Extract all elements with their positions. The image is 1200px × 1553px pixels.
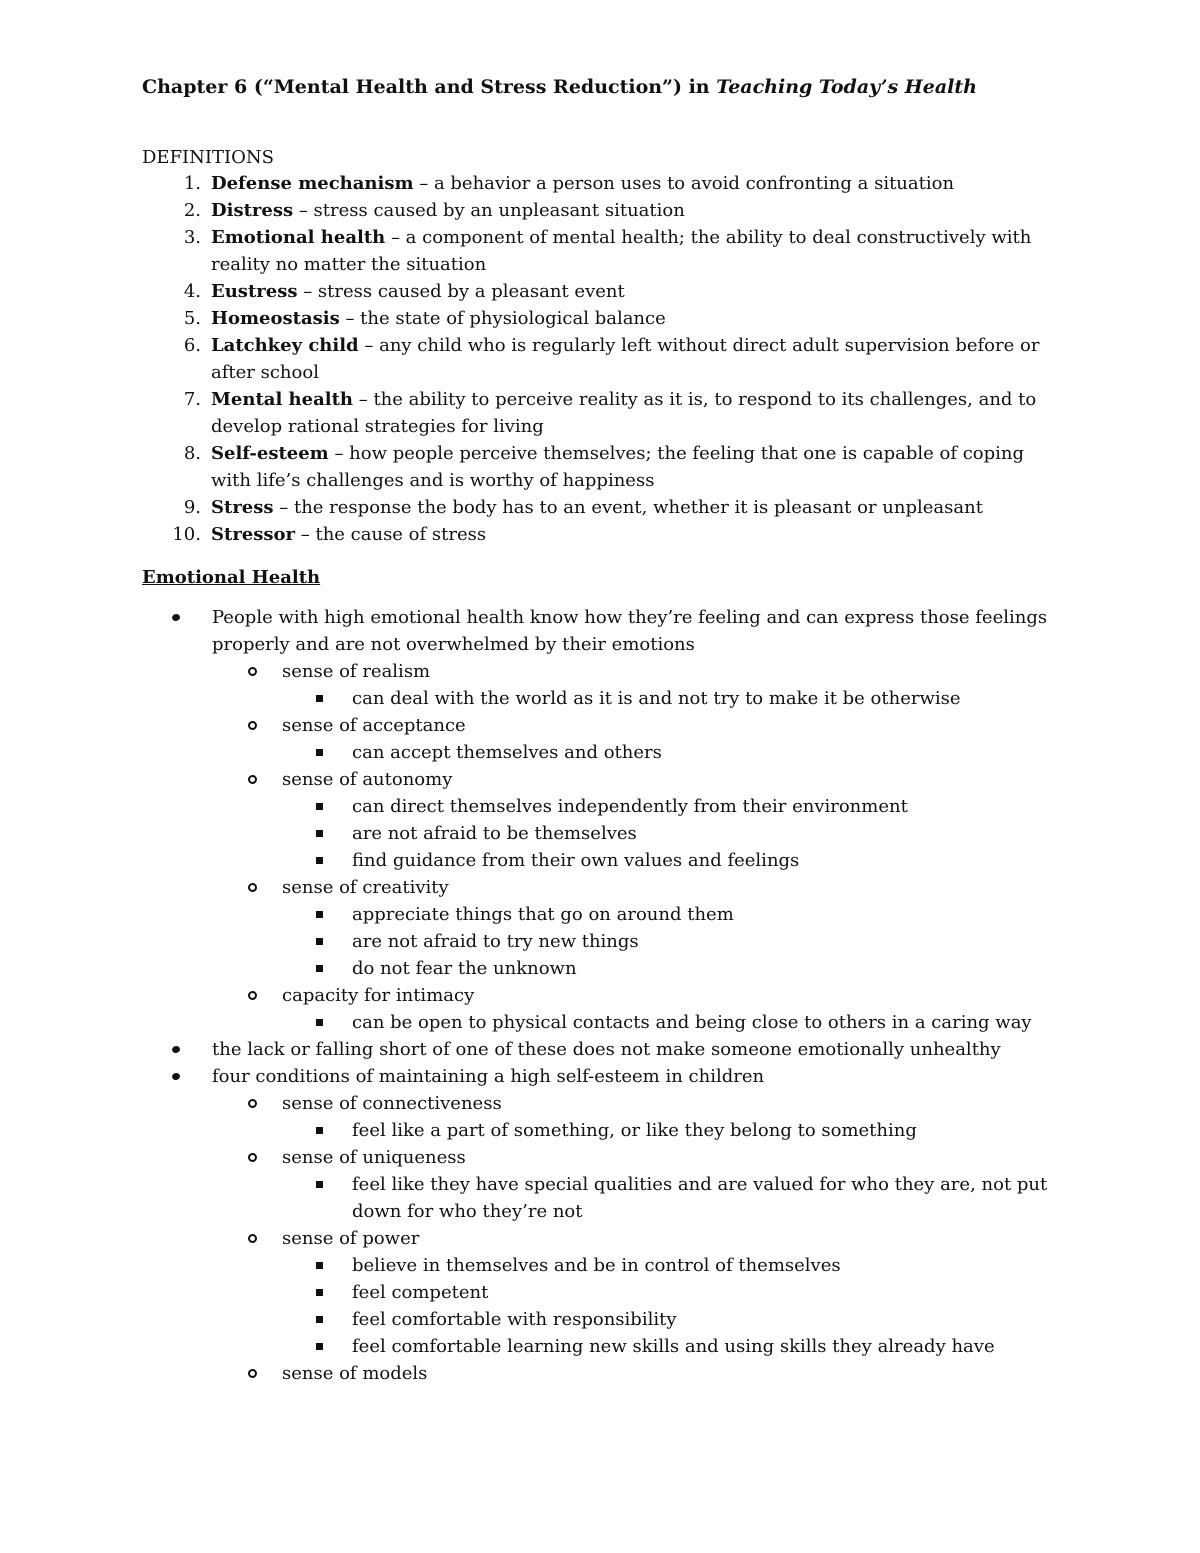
bullet-marker — [316, 1333, 352, 1360]
outline-item-level-2 — [142, 1333, 1062, 1360]
definition-body — [211, 278, 1062, 305]
outline-item-level-1 — [142, 766, 1062, 793]
outline-item-text: are not afraid to try new things — [352, 931, 639, 952]
definition-number-text: 2. — [183, 200, 201, 221]
hollow-circle-bullet-icon — [248, 1099, 257, 1108]
definition-body — [211, 305, 1062, 332]
outline-item-level-2 — [142, 901, 1062, 928]
outline-item-level-2 — [142, 1279, 1062, 1306]
bullet-marker — [316, 1306, 352, 1333]
bullet-marker — [248, 1360, 282, 1387]
definition-item — [142, 332, 1062, 386]
outline-item-level-1 — [142, 1090, 1062, 1117]
emotional-health-outline — [142, 604, 1062, 1387]
definition-body — [211, 332, 1062, 386]
definition-text: – the state of physiological balance — [339, 308, 666, 329]
bullet-marker — [172, 604, 212, 631]
bullet-marker — [316, 739, 352, 766]
hollow-circle-bullet-icon — [248, 721, 257, 730]
outline-item-text: feel like they have special qualities and are valued for who they are, not put down for who they’re not — [352, 1174, 1048, 1222]
outline-item-level-2 — [142, 955, 1062, 982]
definition-number-text: 9. — [183, 497, 201, 518]
outline-item-text: the lack or falling short of one of these does not make someone emotionally unhealthy — [212, 1039, 1001, 1060]
bullet-marker — [316, 1252, 352, 1279]
bullet-marker — [248, 1144, 282, 1171]
hollow-circle-bullet-icon — [248, 991, 257, 1000]
bullet-marker — [248, 982, 282, 1009]
definition-text: – stress caused by an unpleasant situation — [293, 200, 685, 221]
outline-item-level-1 — [142, 874, 1062, 901]
outline-item-level-2 — [142, 820, 1062, 847]
bullet-marker — [248, 658, 282, 685]
outline-item-text: find guidance from their own values and feelings — [352, 850, 800, 871]
definition-number — [142, 386, 211, 413]
title-prefix: Chapter 6 (“Mental Health and Stress Reduction”) in — [142, 76, 717, 98]
outline-item-text: sense of autonomy — [282, 769, 453, 790]
definition-item — [142, 521, 1062, 548]
definition-term: Homeostasis — [211, 308, 340, 329]
definition-number — [142, 197, 211, 224]
outline-item-text: sense of connectiveness — [282, 1093, 502, 1114]
definition-item — [142, 278, 1062, 305]
outline-item-text: feel competent — [352, 1282, 489, 1303]
outline-item-text: can accept themselves and others — [352, 742, 662, 763]
outline-item-level-2 — [142, 793, 1062, 820]
outline-item-level-1 — [142, 1144, 1062, 1171]
bullet-marker — [248, 874, 282, 901]
square-bullet-icon — [316, 695, 323, 702]
square-bullet-icon — [316, 911, 323, 918]
square-bullet-icon — [316, 1019, 323, 1026]
outline-item-level-1 — [142, 712, 1062, 739]
definition-term: Latchkey child — [211, 335, 359, 356]
definition-number-text: 6. — [183, 335, 201, 356]
square-bullet-icon — [316, 1127, 323, 1134]
filled-disc-bullet-icon — [171, 1045, 181, 1054]
outline-item-level-1 — [142, 1225, 1062, 1252]
outline-item-text: can be open to physical contacts and being close to others in a caring way — [352, 1012, 1032, 1033]
outline-item-level-2 — [142, 1171, 1062, 1225]
outline-item-text: capacity for intimacy — [282, 985, 475, 1006]
outline-item-text: sense of realism — [282, 661, 431, 682]
definition-text: – the response the body has to an event, whether it is pleasant or unpleasant — [273, 497, 983, 518]
definition-item — [142, 197, 1062, 224]
outline-item-level-2 — [142, 928, 1062, 955]
definition-body — [211, 521, 1062, 548]
outline-item-text: do not fear the unknown — [352, 958, 577, 979]
outline-item-text: sense of uniqueness — [282, 1147, 466, 1168]
definitions-list — [142, 170, 1062, 548]
outline-item-text: feel comfortable with responsibility — [352, 1309, 677, 1330]
square-bullet-icon — [316, 749, 323, 756]
definition-number-text: 1. — [183, 173, 201, 194]
definition-text: – the ability to perceive reality as it is, to respond to its challenges, and to develop rational strategies for living — [211, 389, 1037, 437]
definition-item — [142, 305, 1062, 332]
square-bullet-icon — [316, 857, 323, 864]
outline-item-level-2 — [142, 1117, 1062, 1144]
document-title — [142, 74, 977, 101]
outline-item-text: feel comfortable learning new skills and using skills they already have — [352, 1336, 995, 1357]
definition-body — [211, 494, 1062, 521]
bullet-marker — [316, 685, 352, 712]
definition-number-text: 5. — [183, 308, 201, 329]
square-bullet-icon — [316, 1289, 323, 1296]
bullet-marker — [316, 820, 352, 847]
emotional-health-heading: Emotional Health — [142, 567, 321, 588]
definition-term: Defense mechanism — [211, 173, 414, 194]
outline-item-text: can direct themselves independently from their environment — [352, 796, 908, 817]
square-bullet-icon — [316, 1181, 323, 1188]
filled-disc-bullet-icon — [171, 613, 181, 622]
definition-text: – the cause of stress — [295, 524, 487, 545]
definition-number — [142, 224, 211, 251]
outline-item-text: People with high emotional health know how they’re feeling and can express those feelings properly and are not overwhelmed by their emotions — [212, 607, 1048, 655]
outline-item-level-2 — [142, 739, 1062, 766]
outline-item-text: feel like a part of something, or like they belong to something — [352, 1120, 917, 1141]
outline-item-level-2 — [142, 1009, 1062, 1036]
square-bullet-icon — [316, 1262, 323, 1269]
definition-term: Self-esteem — [211, 443, 329, 464]
definition-body — [211, 197, 1062, 224]
outline-item-level-2 — [142, 1252, 1062, 1279]
bullet-marker — [316, 793, 352, 820]
definition-item — [142, 494, 1062, 521]
outline-item-level-2 — [142, 847, 1062, 874]
definition-body — [211, 224, 1062, 278]
bullet-marker — [316, 847, 352, 874]
outline-item-text: sense of models — [282, 1363, 428, 1384]
definition-number — [142, 332, 211, 359]
definition-term: Stress — [211, 497, 274, 518]
definition-text: – a component of mental health; the ability to deal constructively with reality no matter the situation — [211, 227, 1032, 275]
bullet-marker — [172, 1036, 212, 1063]
outline-item-level-0 — [142, 604, 1062, 658]
outline-item-level-0 — [142, 1036, 1062, 1063]
bullet-marker — [316, 1171, 352, 1198]
outline-item-level-1 — [142, 658, 1062, 685]
outline-item-level-1 — [142, 1360, 1062, 1387]
outline-item-text: four conditions of maintaining a high self-esteem in children — [212, 1066, 765, 1087]
outline-item-level-2 — [142, 1306, 1062, 1333]
hollow-circle-bullet-icon — [248, 1369, 257, 1378]
outline-item-level-1 — [142, 982, 1062, 1009]
bullet-marker — [316, 1279, 352, 1306]
definition-text: – any child who is regularly left without direct adult supervision before or after school — [211, 335, 1040, 383]
hollow-circle-bullet-icon — [248, 883, 257, 892]
bullet-marker — [316, 1117, 352, 1144]
hollow-circle-bullet-icon — [248, 1234, 257, 1243]
definition-item — [142, 170, 1062, 197]
definition-body — [211, 386, 1062, 440]
outline-item-level-0 — [142, 1063, 1062, 1090]
definition-number — [142, 305, 211, 332]
definitions-heading: DEFINITIONS — [142, 147, 274, 168]
hollow-circle-bullet-icon — [248, 1153, 257, 1162]
bullet-marker — [248, 712, 282, 739]
definition-number — [142, 521, 211, 548]
bullet-marker — [248, 766, 282, 793]
definition-body — [211, 170, 1062, 197]
bullet-marker — [316, 901, 352, 928]
bullet-marker — [316, 928, 352, 955]
outline-item-text: believe in themselves and be in control of themselves — [352, 1255, 841, 1276]
bullet-marker — [316, 1009, 352, 1036]
book-title: Teaching Today’s Health — [716, 76, 977, 98]
outline-item-text: are not afraid to be themselves — [352, 823, 637, 844]
definition-term: Mental health — [211, 389, 353, 410]
definition-number-text: 8. — [183, 443, 201, 464]
outline-item-text: can deal with the world as it is and not try to make it be otherwise — [352, 688, 961, 709]
definition-term: Emotional health — [211, 227, 386, 248]
definition-item — [142, 440, 1062, 494]
square-bullet-icon — [316, 1343, 323, 1350]
square-bullet-icon — [316, 803, 323, 810]
definition-body — [211, 440, 1062, 494]
definition-term: Distress — [211, 200, 294, 221]
definition-term: Eustress — [211, 281, 298, 302]
definition-number — [142, 170, 211, 197]
outline-item-text: appreciate things that go on around them — [352, 904, 734, 925]
outline-item-text: sense of acceptance — [282, 715, 466, 736]
bullet-marker — [248, 1225, 282, 1252]
definition-number-text: 10. — [172, 524, 201, 545]
bullet-marker — [316, 955, 352, 982]
definition-text: – a behavior a person uses to avoid confronting a situation — [413, 173, 955, 194]
definition-item — [142, 224, 1062, 278]
definition-number — [142, 494, 211, 521]
definition-term: Stressor — [211, 524, 296, 545]
hollow-circle-bullet-icon — [248, 775, 257, 784]
definition-item — [142, 386, 1062, 440]
filled-disc-bullet-icon — [171, 1072, 181, 1081]
definition-number — [142, 278, 211, 305]
definition-text: – stress caused by a pleasant event — [297, 281, 625, 302]
definition-number-text: 7. — [183, 389, 201, 410]
definition-number-text: 4. — [183, 281, 201, 302]
definition-number — [142, 440, 211, 467]
definition-text: – how people perceive themselves; the feeling that one is capable of coping with life’s challenges and is worthy of happiness — [211, 443, 1025, 491]
square-bullet-icon — [316, 830, 323, 837]
square-bullet-icon — [316, 938, 323, 945]
bullet-marker — [248, 1090, 282, 1117]
bullet-marker — [172, 1063, 212, 1090]
square-bullet-icon — [316, 965, 323, 972]
outline-item-text: sense of creativity — [282, 877, 449, 898]
definition-number-text: 3. — [183, 227, 201, 248]
outline-item-level-2 — [142, 685, 1062, 712]
square-bullet-icon — [316, 1316, 323, 1323]
hollow-circle-bullet-icon — [248, 667, 257, 676]
outline-item-text: sense of power — [282, 1228, 420, 1249]
